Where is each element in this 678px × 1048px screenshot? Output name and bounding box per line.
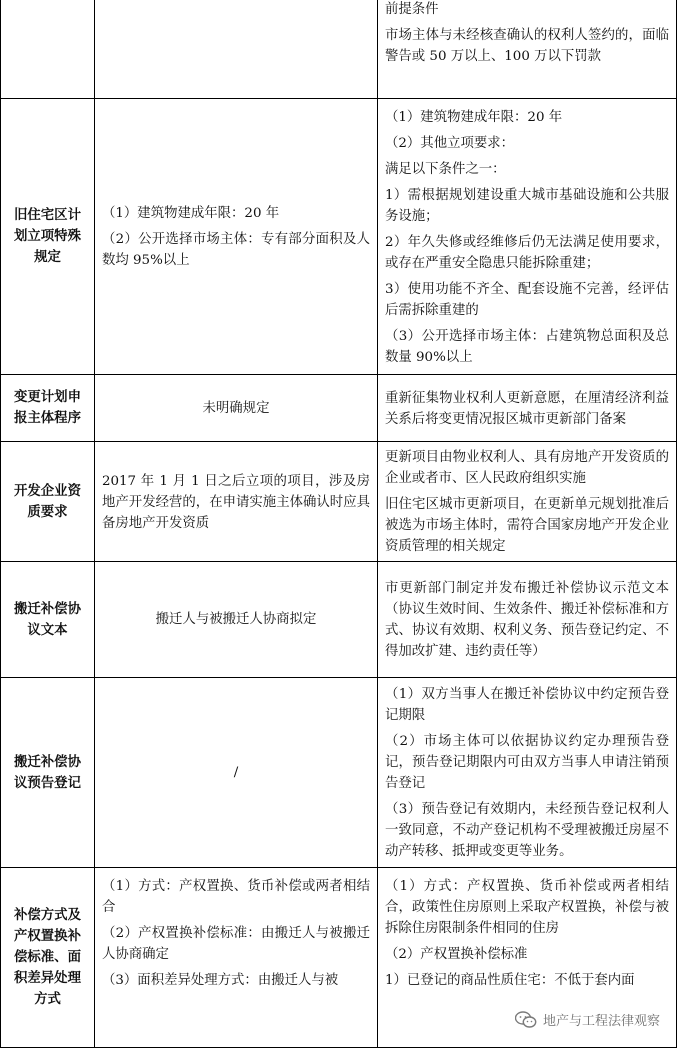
new-rule-cell — [378, 99, 677, 375]
paragraph: 重新征集物业权利人更新意愿，在厘清经济利益关系后将变更情况报区城市更新部门备案 — [385, 390, 669, 427]
watermark-text: 地产与工程法律观察 — [542, 1014, 660, 1029]
paragraph: 2017 年 1 月 1 日之后立项的项目，涉及房地产开发经营的，在申请实施主体确认时应具备房地产开发资质 — [102, 473, 370, 531]
table-row — [1, 0, 677, 99]
new-rule-cell — [378, 442, 677, 562]
table-row — [1, 678, 677, 868]
new-rule-cell — [378, 562, 677, 678]
row-label: 搬迁补偿协议文本 — [1, 562, 95, 678]
paragraph: （1）建筑物建成年限：20 年 — [385, 109, 563, 125]
old-rule-cell: / — [95, 678, 378, 868]
new-rule-cell — [378, 678, 677, 868]
row-label — [1, 0, 95, 99]
paragraph: 旧住宅区城市更新项目，在更新单元规划批准后被选为市场主体时，需符合国家房地产开发企业资质管理的相关规定 — [385, 497, 669, 554]
row-label: 变更计划申报主体程序 — [1, 375, 95, 442]
paragraph: （2）其他立项要求： — [385, 135, 515, 151]
row-label: 搬迁补偿协议预告登记 — [1, 678, 95, 868]
table-row — [1, 375, 677, 442]
new-rule-cell — [378, 375, 677, 442]
paragraph: （2）公开选择市场主体：专有部分面积及人数均 95%以上 — [102, 232, 370, 268]
paragraph: 满足以下条件之一： — [385, 161, 506, 177]
paragraph: （1）建筑物建成年限：20 年 — [102, 206, 280, 221]
paragraph: 更新项目由物业权利人、具有房地产开发资质的企业或者市、区人民政府组织实施 — [385, 450, 669, 486]
paragraph: 1）需根据规划建设重大城市基础设施和公共服务设施； — [385, 187, 669, 224]
paragraph: （3）公开选择市场主体：占建筑物总面积及总数量 90%以上 — [385, 328, 669, 365]
paragraph: （2）市场主体可以依据协议约定办理预告登记，预告登记期限内可由双方当事人申请注销预告登记 — [385, 734, 669, 791]
wechat-icon — [515, 1011, 537, 1029]
old-rule-cell — [95, 442, 378, 562]
paragraph: （2）产权置换补偿标准 — [385, 947, 528, 962]
old-rule-cell: 搬迁人与被搬迁人协商拟定 — [95, 562, 378, 678]
table-row — [1, 442, 677, 562]
paragraph: （1）方式：产权置换、货币补偿或两者相结合，政策性住房原则上采取产权置换，补偿与被拆除住房限制条件相同的住房 — [385, 879, 669, 936]
paragraph: （3）面积差异处理方式：由搬迁人与被 — [102, 973, 339, 988]
paragraph: 市更新部门制定并发布搬迁补偿协议示范文本（协议生效时间、生效条件、搬迁补偿标准和方式、协议有效期、权利义务、预告登记约定、不得加改扩建、违约责任等） — [385, 581, 669, 659]
paragraph: 前提条件 — [385, 2, 439, 17]
paragraph: 2）年久失修或经维修后仍无法满足使用要求，或存在严重安全隐患只能拆除重建； — [385, 234, 669, 271]
row-label: 补偿方式及产权置换补偿标准、面积差异处理方式 — [1, 868, 95, 1048]
table-row — [1, 99, 677, 375]
table-row — [1, 562, 677, 678]
row-label: 旧住宅区计划立项特殊规定 — [1, 99, 95, 375]
row-label: 开发企业资质要求 — [1, 442, 95, 562]
paragraph: （1）方式：产权置换、货币补偿或两者相结合 — [102, 879, 370, 915]
watermark — [515, 1010, 660, 1029]
new-rule-cell — [378, 0, 677, 99]
paragraph: 市场主体与未经核查确认的权利人签约的，面临警告或 50 万以上、100 万以下罚款 — [385, 28, 669, 64]
old-rule-cell — [95, 99, 378, 375]
paragraph: （3）预告登记有效期内，未经预告登记权利人一致同意，不动产登记机构不受理被搬迁房屋不动产转移、抵押或变更等业务。 — [385, 802, 669, 859]
paragraph: （1）双方当事人在搬迁补偿协议中约定预告登记期限 — [385, 687, 669, 723]
old-rule-cell — [95, 0, 378, 99]
paragraph: （2）产权置换补偿标准：由搬迁人与被搬迁人协商确定 — [102, 926, 370, 962]
old-rule-cell: 未明确规定 — [95, 375, 378, 442]
old-rule-cell — [95, 868, 378, 1048]
paragraph: 3）使用功能不齐全、配套设施不完善，经评估后需拆除重建的 — [385, 281, 669, 318]
paragraph: 1）已登记的商品性质住宅：不低于套内面 — [385, 973, 635, 988]
